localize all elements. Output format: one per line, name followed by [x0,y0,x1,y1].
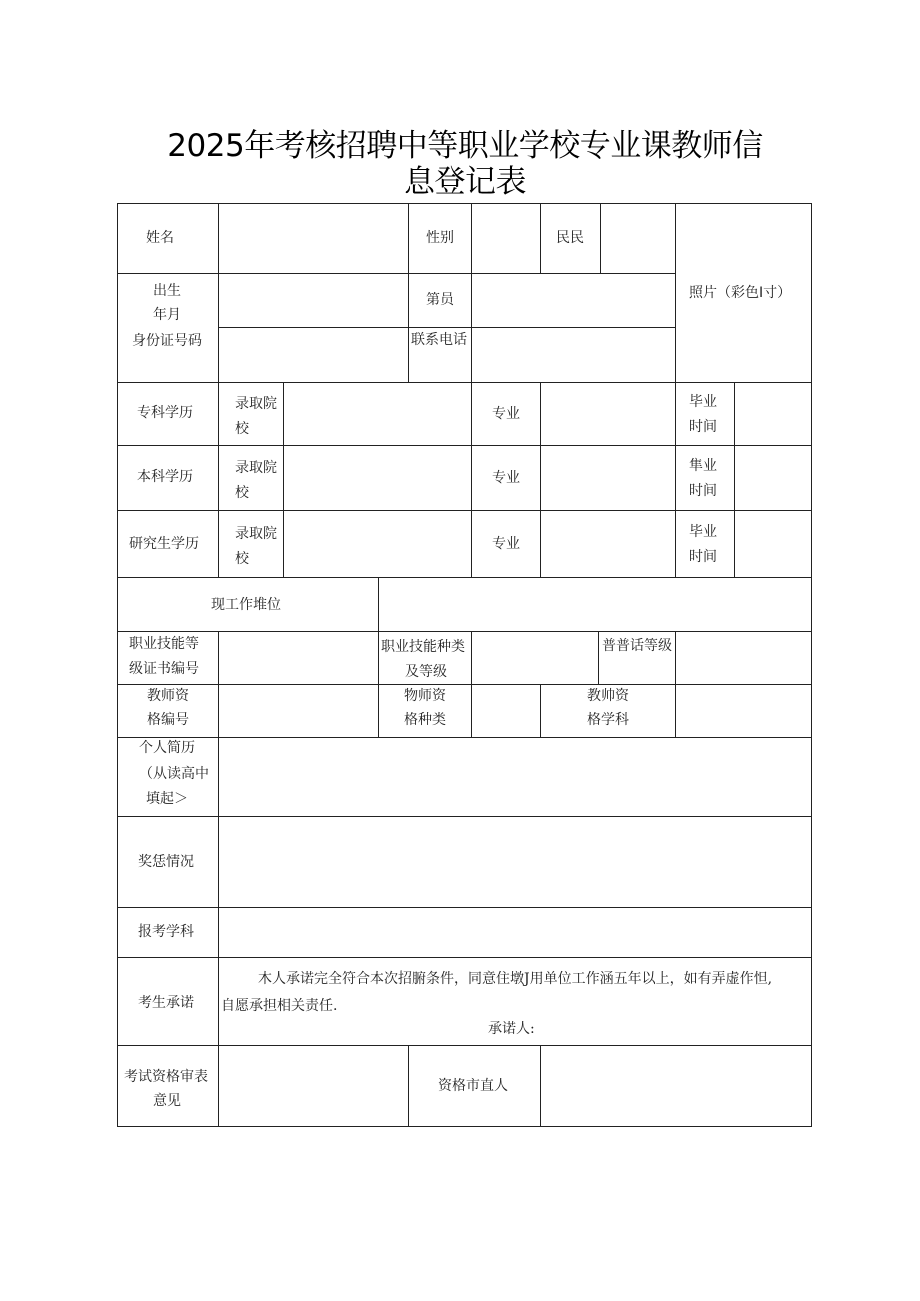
skill-cert-label-line1: 职业技能等 [129,636,199,652]
college-school-label-line2: 校 [235,421,249,437]
bachelor-major-label: 专业 [492,470,520,486]
phone-label: 联系电话 [411,332,467,348]
work-unit-label: 现工作堆位 [211,597,281,613]
awards-field[interactable] [219,817,811,907]
review-opinion-label-line1: 考试资格审表 [124,1069,208,1085]
pledge-label: 考生承诺 [138,995,194,1011]
skill-cert-label-line2: 级证书编号 [129,661,199,677]
phone-field[interactable] [472,328,675,382]
bachelor-grad-time-label-line2: 时间 [689,483,717,499]
teacher-cert-label-line2: 格编号 [147,712,189,728]
gender-label: 性别 [426,230,454,246]
teacher-type-label-line2: 格种类 [404,712,446,728]
birth-label-line2: 年月 [153,307,181,323]
name-field[interactable] [219,204,408,273]
college-major-field[interactable] [541,383,675,445]
review-opinion-field[interactable] [219,1046,408,1126]
graduate-grad-time-field[interactable] [735,511,811,577]
resume-field[interactable] [219,738,811,816]
ethnicity-label: 民民 [556,230,584,246]
college-major-label: 专业 [492,406,520,422]
mandarin-label: 普普话等级 [602,638,672,654]
teacher-type-label-line1: 物师资 [404,688,446,704]
id-number-label: 身份证号码 [132,333,202,349]
college-grad-time-label-line1: 毕业 [689,394,717,410]
college-grad-time-label-line2: 时间 [689,419,717,435]
graduate-grad-time-label-line2: 时间 [689,549,717,565]
bachelor-school-field[interactable] [284,446,471,510]
awards-label: 奖恁情况 [138,854,194,870]
teacher-subject-label-line1: 教帅资 [587,688,629,704]
ethnicity-field[interactable] [601,204,675,273]
review-opinion-label-line2: 意见 [153,1093,181,1109]
photo-label: 照片（彩色Ⅰ寸） [689,285,792,301]
graduate-school-label-line1: 录取院 [235,526,277,542]
bachelor-school-label-line2: 校 [235,485,249,501]
resume-label-line3: 填起＞ [146,791,188,807]
reviewer-label: 资格市直人 [438,1078,508,1094]
teacher-cert-field[interactable] [219,685,378,737]
college-school-label-line1: 录取院 [235,396,277,412]
document-title: 2025年考核招聘中等职业学校专业课教师信 [167,128,763,164]
name-label: 姓名 [146,230,174,246]
subject-field[interactable] [219,908,811,957]
graduate-degree-label: 研究生学历 [129,536,199,552]
pledge-text-line1: 木人承诺完全符合本次招腑条件，同意住墩J用单位工作涵五年以上，如有弄虚作怛, [258,971,773,987]
graduate-grad-time-label-line1: 毕业 [689,524,717,540]
reviewer-field[interactable] [541,1046,811,1126]
resume-label-line1: 个人简历 [139,740,195,756]
teacher-subject-label-line2: 格学科 [587,712,629,728]
skill-type-field[interactable] [472,632,598,684]
college-degree-label: 专科学历 [137,405,193,421]
birth-field[interactable] [219,274,408,382]
teacher-cert-label-line1: 教师资 [147,688,189,704]
skill-cert-field[interactable] [219,632,378,684]
skill-type-label-line2: 及等级 [405,664,447,680]
gender-field[interactable] [472,204,540,273]
party-label: 第员 [426,292,454,308]
bachelor-grad-time-field[interactable] [735,446,811,510]
bachelor-grad-time-label-line1: 隼业 [689,458,717,474]
document-title-line2: 息登记表 [404,164,526,200]
subject-label: 报考学科 [138,924,194,940]
college-school-field[interactable] [284,383,471,445]
graduate-major-field[interactable] [541,511,675,577]
graduate-major-label: 专业 [492,536,520,552]
party-field[interactable] [472,274,675,327]
teacher-type-field[interactable] [472,685,540,737]
bachelor-major-field[interactable] [541,446,675,510]
bachelor-school-label-line1: 录取院 [235,460,277,476]
graduate-school-label-line2: 校 [235,551,249,567]
teacher-subject-field[interactable] [676,685,811,737]
resume-label-line2: （从读高中 [139,766,209,782]
mandarin-field[interactable] [676,632,811,684]
pledge-signer: 承诺人: [488,1021,535,1037]
graduate-school-field[interactable] [284,511,471,577]
birth-label-line1: 出生 [153,283,181,299]
work-unit-field[interactable] [379,578,811,631]
skill-type-label-line1: 职业技能种类 [381,639,465,655]
bachelor-degree-label: 本科学历 [137,469,193,485]
college-grad-time-field[interactable] [735,383,811,445]
pledge-text-line2: 自愿承担相关责任. [221,998,338,1014]
